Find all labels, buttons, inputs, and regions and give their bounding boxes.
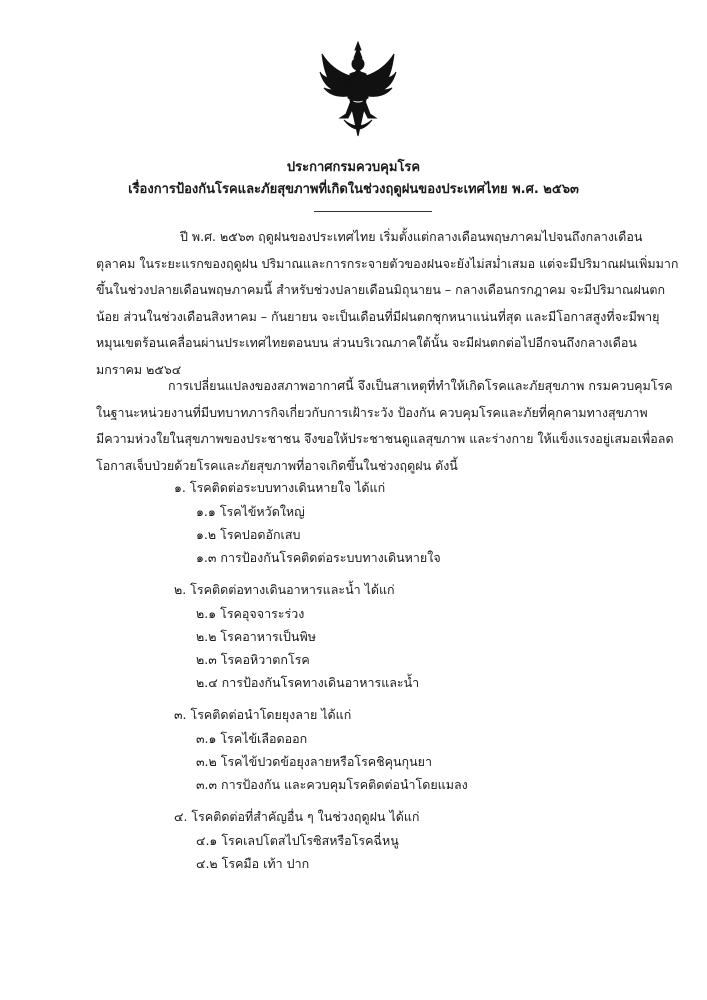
section-title: ๑. โรคติดต่อระบบทางเดินหายใจ ได้แก่ — [174, 480, 386, 495]
paragraph-line: ขึ้นในช่วงปลายเดือนพฤษภาคมนี้ สำหรับช่วงปลายเดือนมิถุนายน – กลางเดือนกรกฎาคม จะมีปริมาณฝนตก — [96, 282, 666, 297]
paragraph-line: ปี พ.ศ. ๒๕๖๓ ฤดูฝนของประเทศไทย เริ่มตั้งแต่กลางเดือนพฤษภาคมไปจนถึงกลางเดือน — [180, 229, 643, 244]
garuda-emblem-icon — [318, 40, 398, 140]
section-title: ๔. โรคติดต่อที่สำคัญอื่น ๆ ในช่วงฤดูฝน ได้แก่ — [174, 809, 420, 824]
paragraph-context — [96, 373, 674, 479]
list-item: ๑.๓ การป้องกันโรคติดต่อระบบทางเดินหายใจ — [196, 550, 441, 565]
paragraph-intro — [96, 224, 679, 383]
section-title: ๒. โรคติดต่อทางเดินอาหารและน้ำ ได้แก่ — [174, 582, 395, 597]
list-item: ๓.๒ โรคไข้ปวดข้อยุงลายหรือโรคชิคุนกุนยา — [196, 754, 433, 769]
announcement-subject: เรื่องการป้องกันโรคและภัยสุขภาพที่เกิดในช่วงฤดูฝนของประเทศไทย พ.ศ. ๒๕๖๓ — [128, 182, 579, 197]
list-item: ๒.๓ โรคอหิวาตกโรค — [196, 652, 310, 667]
paragraph-line: โอกาสเจ็บป่วยด้วยโรคและภัยสุขภาพที่อาจเกิดขึ้นในช่วงฤดูฝน ดังนี้ — [96, 457, 458, 473]
list-item: ๓.๑ โรคไข้เลือดออก — [196, 731, 308, 746]
list-item: ๒.๔ การป้องกันโรคทางเดินอาหารและน้ำ — [196, 675, 420, 690]
paragraph-line: หมุนเขตร้อนเคลื่อนผ่านประเทศไทยตอนบน ส่วนบริเวณภาคใต้นั้น จะมีฝนตกต่อไปอีกจนถึงกลางเดือน — [96, 335, 637, 350]
paragraph-line: ในฐานะหน่วยงานที่มีบทบาทภารกิจเกี่ยวกับการเฝ้าระวัง ป้องกัน ควบคุมโรคและภัยที่คุกคามทางสุขภาพ — [96, 404, 648, 420]
list-item: ๑.๒ โรคปอดอักเสบ — [196, 527, 301, 542]
paragraph-line: ตุลาคม ในระยะแรกของฤดูฝน ปริมาณและการกระจายตัวของฝนจะยังไม่สม่ำเสมอ แต่จะมีปริมาณฝนเพิ่มมาก — [96, 255, 679, 271]
announcement-title: ประกาศกรมควบคุมโรค — [286, 160, 421, 175]
paragraph-line: มีความห่วงใยในสุขภาพของประชาชน จึงขอให้ประชาชนดูแลสุขภาพ และร่างกาย ให้แข็งแรงอยู่เสมอเพื่อลด — [96, 431, 674, 446]
paragraph-line: การเปลี่ยนแปลงของสภาพอากาศนี้ จึงเป็นสาเหตุที่ทำให้เกิดโรคและภัยสุขภาพ กรมควบคุมโรค — [168, 378, 673, 393]
list-item: ๔.๑ โรคเลปโตสไปโรซิสหรือโรคฉี่หนู — [196, 833, 399, 848]
list-item: ๓.๓ การป้องกัน และควบคุมโรคติดต่อนำโดยแมลง — [196, 777, 468, 792]
paragraph-line: มกราคม ๒๕๖๔ — [96, 361, 182, 377]
section-title: ๓. โรคติดต่อนำโดยยุงลาย ได้แก่ — [174, 707, 352, 722]
title-divider — [314, 211, 432, 212]
list-item: ๑.๑ โรคไข้หวัดใหญ่ — [196, 504, 305, 519]
list-item: ๔.๒ โรคมือ เท้า ปาก — [196, 856, 310, 871]
paragraph-line: น้อย ส่วนในช่วงเดือนสิงหาคม – กันยายน จะเป็นเดือนที่มีฝนตกชุกหนาแน่นที่สุด และมีโอกาสสูงที่จะมีพายุ — [96, 308, 660, 324]
list-item: ๒.๒ โรคอาหารเป็นพิษ — [196, 629, 316, 644]
list-item: ๒.๑ โรคอุจจาระร่วง — [196, 606, 305, 621]
